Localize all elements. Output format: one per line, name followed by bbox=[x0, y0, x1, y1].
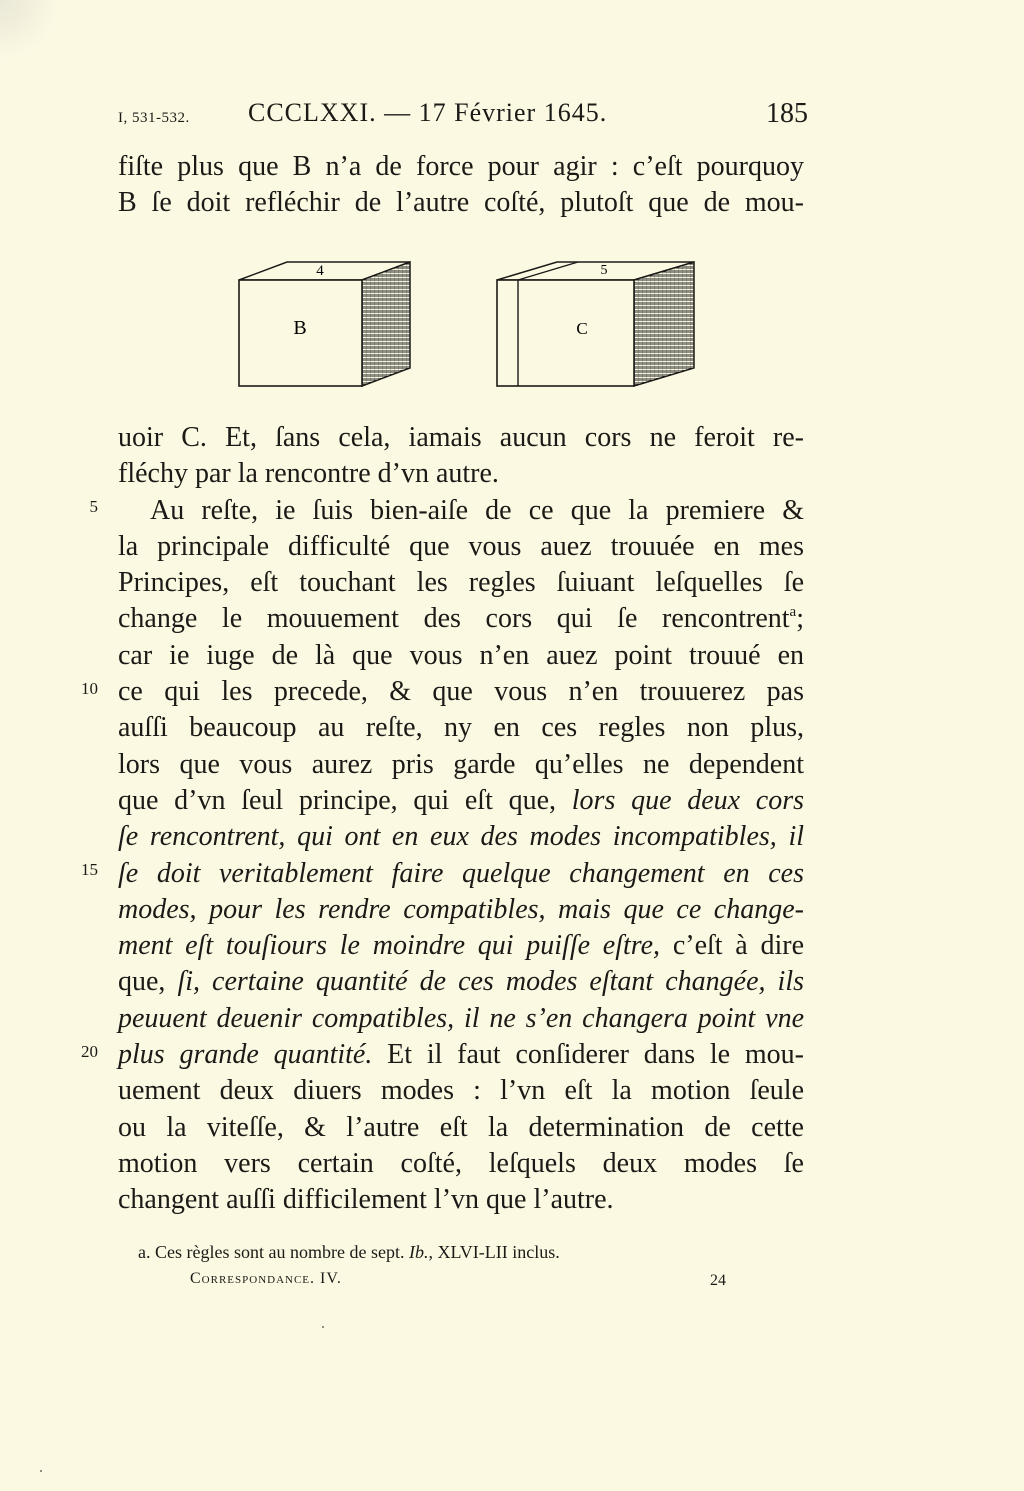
text-span: que, bbox=[118, 966, 166, 998]
text-line: B ſe doit refléchir de l’autre coſté, plutoſt que de mou- bbox=[118, 187, 804, 219]
running-header bbox=[118, 98, 808, 138]
text-line: Au reſte, ie ſuis bien-aiſe de ce que la premiere & bbox=[150, 494, 804, 526]
text-main bbox=[118, 420, 804, 1219]
text-line: lors que vous aurez pris garde qu’elles ne dependent bbox=[118, 748, 804, 780]
page-number: 185 bbox=[766, 98, 808, 129]
text-span: que d’vn ſeul principe, qui eſt que, bbox=[118, 784, 557, 816]
text-line bbox=[118, 783, 804, 819]
cube-b-top-number: 4 bbox=[316, 263, 324, 279]
line-number: 5 bbox=[89, 497, 98, 516]
header-reference: I, 531-532. bbox=[118, 110, 190, 126]
text-line-italic: modes, pour les rendre compatibles, mais que ce change- bbox=[118, 893, 804, 925]
italic-span: ment eſt touſiours le moindre qui puiſſe eſtre, bbox=[118, 930, 661, 962]
text-line bbox=[118, 1037, 804, 1073]
footnote bbox=[138, 1242, 560, 1263]
header-title: CCCLXXI. — 17 Février 1645. bbox=[248, 98, 608, 127]
text-line: ou la viteſſe, & l’autre eſt la determination de cette bbox=[118, 1111, 804, 1143]
text-span: c’eſt à dire bbox=[672, 930, 804, 962]
text-span: change le mouuement des cors qui ſe rencontrent bbox=[118, 603, 790, 635]
text-line-italic: ſe doit veritablement faire quelque changement en ces bbox=[118, 857, 804, 889]
text-span: Et il faut conſiderer dans le mou- bbox=[387, 1039, 805, 1071]
cube-b-label: B bbox=[293, 317, 307, 339]
footnote-text-range: , XLVI-LII inclus. bbox=[428, 1242, 560, 1262]
text-top bbox=[118, 149, 804, 222]
italic-span: ſi, certaine quantité de ces modes eſtant changée, ils bbox=[177, 966, 804, 998]
text-line: la principale difficulté que vous auez trouuée en mes bbox=[118, 530, 804, 562]
text-line bbox=[118, 928, 804, 964]
italic-span: plus grande quantité. bbox=[118, 1039, 373, 1071]
cube-c-label: C bbox=[576, 319, 588, 338]
footnote-marker: a bbox=[789, 604, 797, 621]
footer-volume: Correspondance. IV. bbox=[190, 1270, 342, 1287]
text-line: uement deux diuers modes : l’vn eſt la motion ſeule bbox=[118, 1075, 804, 1107]
line-number: 20 bbox=[81, 1042, 98, 1061]
text-line: uoir C. Et, ſans cela, iamais aucun cors ne feroit re- bbox=[118, 422, 804, 453]
text-line: ce qui les precede, & que vous n’en trouuerez pas bbox=[118, 676, 804, 708]
footnote-ibid: Ib. bbox=[408, 1242, 429, 1262]
text-line: changent auſſi difficilement l’vn que l’autre. bbox=[118, 1184, 614, 1216]
text-line: car ie iuge de là que vous n’en auez point trouué en bbox=[118, 639, 804, 671]
text-line: fiſte plus que B n’a de force pour agir : c’eſt pourquoy bbox=[118, 151, 804, 182]
cubes-figure bbox=[234, 258, 704, 394]
text-line-italic: ſe rencontrent, qui ont en eux des modes incompatibles, il bbox=[118, 821, 804, 853]
paper-speck bbox=[322, 1326, 324, 1328]
text-line-italic: peuuent deuenir compatibles, il ne s’en changera point vne bbox=[118, 1002, 804, 1034]
italic-span: lors que deux cors bbox=[571, 784, 805, 816]
line-number: 15 bbox=[81, 860, 98, 879]
text-line: motion vers certain coſté, leſquels deux modes ſe bbox=[118, 1147, 804, 1179]
cube-c bbox=[497, 262, 694, 386]
footnote-label: a. bbox=[138, 1242, 151, 1262]
paper-speck bbox=[40, 1470, 42, 1472]
text-line: fléchy par la rencontre d’vn autre. bbox=[118, 458, 499, 490]
cube-b bbox=[239, 262, 410, 386]
text-line: Principes, eſt touchant les regles ſuiuant leſquelles ſe bbox=[118, 567, 804, 599]
footnote-text: Ces règles sont au nombre de sept. bbox=[155, 1242, 405, 1262]
footer-signature-number: 24 bbox=[710, 1272, 726, 1289]
cube-c-top-number: 5 bbox=[600, 263, 608, 278]
text-span: ; bbox=[796, 603, 804, 635]
text-line bbox=[118, 601, 804, 637]
page-corner-shadow bbox=[0, 0, 60, 60]
text-line bbox=[118, 964, 804, 1000]
line-number: 10 bbox=[81, 679, 98, 698]
text-line: auſſi beaucoup au reſte, ny en ces regles non plus, bbox=[118, 712, 804, 744]
